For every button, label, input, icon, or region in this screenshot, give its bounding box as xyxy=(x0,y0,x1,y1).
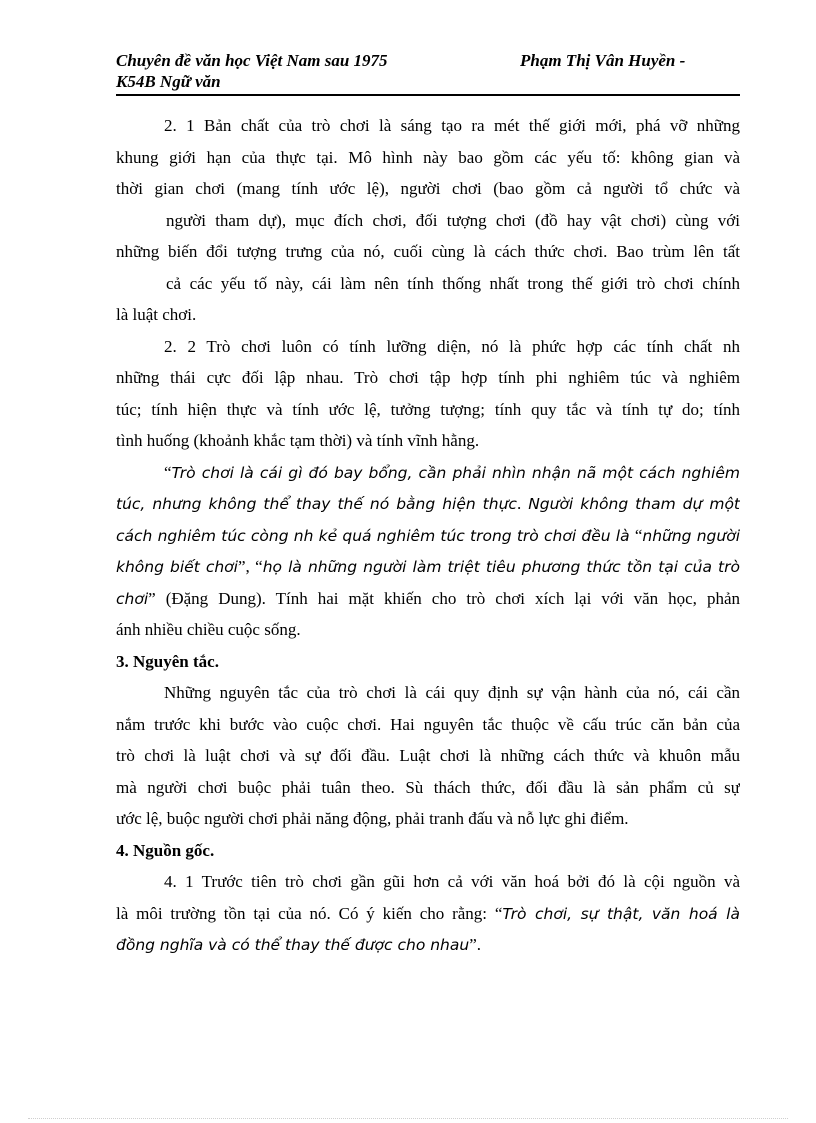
quote-text: Trò chơi là cái gì đó bay bổng, cần phải nhìn nhận nã một cách nghiêm xyxy=(171,463,740,482)
text-run: ” (Đặng Dung). Tính hai mặt khiến cho trò chơi xích lại với văn học, phản xyxy=(148,588,740,608)
paragraph-3 xyxy=(116,677,740,835)
text-line: ước lệ, buộc người chơi phải năng động, phải tranh đấu và nỗ lực ghi điểm. xyxy=(116,809,629,828)
quote-text: Trò chơi, sự thật, văn hoá là xyxy=(502,904,740,923)
text-line: cả các yếu tố này, cái làm nên tính thống nhất trong thế giới trò chơi chính xyxy=(166,273,740,293)
quote-text: không biết chơi xyxy=(116,558,238,576)
text-line xyxy=(116,929,740,961)
section-heading-4: 4. Nguồn gốc. xyxy=(116,840,215,860)
header-author: Phạm Thị Vân Huyền - xyxy=(520,51,686,70)
quote-text: túc, nhưng không thể thay thế nó bằng hiện thực xyxy=(116,495,517,513)
quote-text: chơi xyxy=(116,589,149,608)
text-line: Những nguyên tắc của trò chơi là cái quy định sự vận hành của nó, cái cần xyxy=(164,683,740,702)
quote-punct: ”. xyxy=(469,935,482,954)
text-line: trò chơi là luật chơi và sự đối đầu. Luật chơi là những cách thức và khuôn mẫu xyxy=(116,746,740,765)
paragraph-2-1 xyxy=(116,110,740,331)
page-bottom-dotted-edge xyxy=(28,1118,788,1119)
quote-text: những người xyxy=(642,526,740,545)
document-body xyxy=(116,110,740,961)
text-line: 2. 1 Bản chất của trò chơi là sáng tạo ra mét thế giới mới, phá vỡ những xyxy=(164,116,740,135)
text-line: những biến đổi tượng trưng của nó, cuối cùng là cách thức chơi. Bao trùm lên tất xyxy=(116,242,740,261)
quote-text: đồng nghĩa và có thể thay thế được cho nhau xyxy=(116,936,470,954)
paragraph-4-1 xyxy=(116,866,740,961)
text-line xyxy=(116,520,740,552)
text-line xyxy=(116,488,740,520)
text-line: tình huống (khoảnh khắc tạm thời) và tính vĩnh hằng. xyxy=(116,431,480,450)
quote-punct: . xyxy=(516,494,522,513)
text-line xyxy=(116,898,740,930)
text-line: 2. 2 Trò chơi luôn có tính lưỡng diện, nó là phức hợp các tính chất nh xyxy=(164,336,740,356)
text-line xyxy=(116,457,740,489)
text-line: mà người chơi buộc phải tuân theo. Sù thách thức, đối đầu là sản phẩm củ sự xyxy=(116,777,740,797)
quote-paragraph xyxy=(116,457,740,646)
text-line: túc; tính hiện thực và tính ước lệ, tưởng tượng; tính quy tắc và tính tự do; tính xyxy=(116,399,740,419)
text-line: những thái cực đối lập nhau. Trò chơi tập hợp tính phi nghiêm túc và nghiêm xyxy=(116,368,740,387)
text-line: người tham dự), mục đích chơi, đối tượng chơi (đồ hay vật chơi) cùng với xyxy=(166,210,740,230)
section-heading-3: 3. Nguyên tắc. xyxy=(116,651,219,671)
quote-mark: “ xyxy=(634,525,643,545)
text-line: 4. 1 Trước tiên trò chơi gần gũi hơn cả với văn hoá bởi đó là cội nguồn và xyxy=(164,872,740,891)
header-class: K54B Ngữ văn xyxy=(116,72,221,91)
text-line: ánh nhiều chiều cuộc sống. xyxy=(116,620,301,639)
quote-text: Người không tham dự một xyxy=(521,495,740,513)
text-line xyxy=(116,583,740,615)
page-header xyxy=(116,50,740,92)
text-run: là môi trường tồn tại của nó. Có ý kiến cho rằng: “ xyxy=(116,903,503,923)
text-line xyxy=(116,551,740,583)
header-rule xyxy=(116,94,740,96)
quote-mark: “ xyxy=(164,462,172,482)
quote-text: họ là những người làm triệt tiêu phương thức tồn tại của trò xyxy=(262,558,740,576)
quote-text: cách nghiêm túc còng nh kẻ quá nghiêm túc trong trò chơi đều là xyxy=(116,526,635,545)
text-line: nắm trước khi bước vào cuộc chơi. Hai nguyên tắc thuộc về cấu trúc căn bản của xyxy=(116,714,740,734)
paragraph-2-2 xyxy=(116,331,740,457)
quote-punct: ”, “ xyxy=(237,557,263,576)
header-title: Chuyên đề văn học Việt Nam sau 1975 xyxy=(116,51,388,70)
text-line: khung giới hạn của thực tại. Mô hình này bao gồm các yếu tố: không gian và xyxy=(116,147,740,167)
text-line: thời gian chơi (mang tính ước lệ), người chơi (bao gồm cả người tổ chức và xyxy=(116,179,740,198)
text-line: là luật chơi. xyxy=(116,305,197,324)
